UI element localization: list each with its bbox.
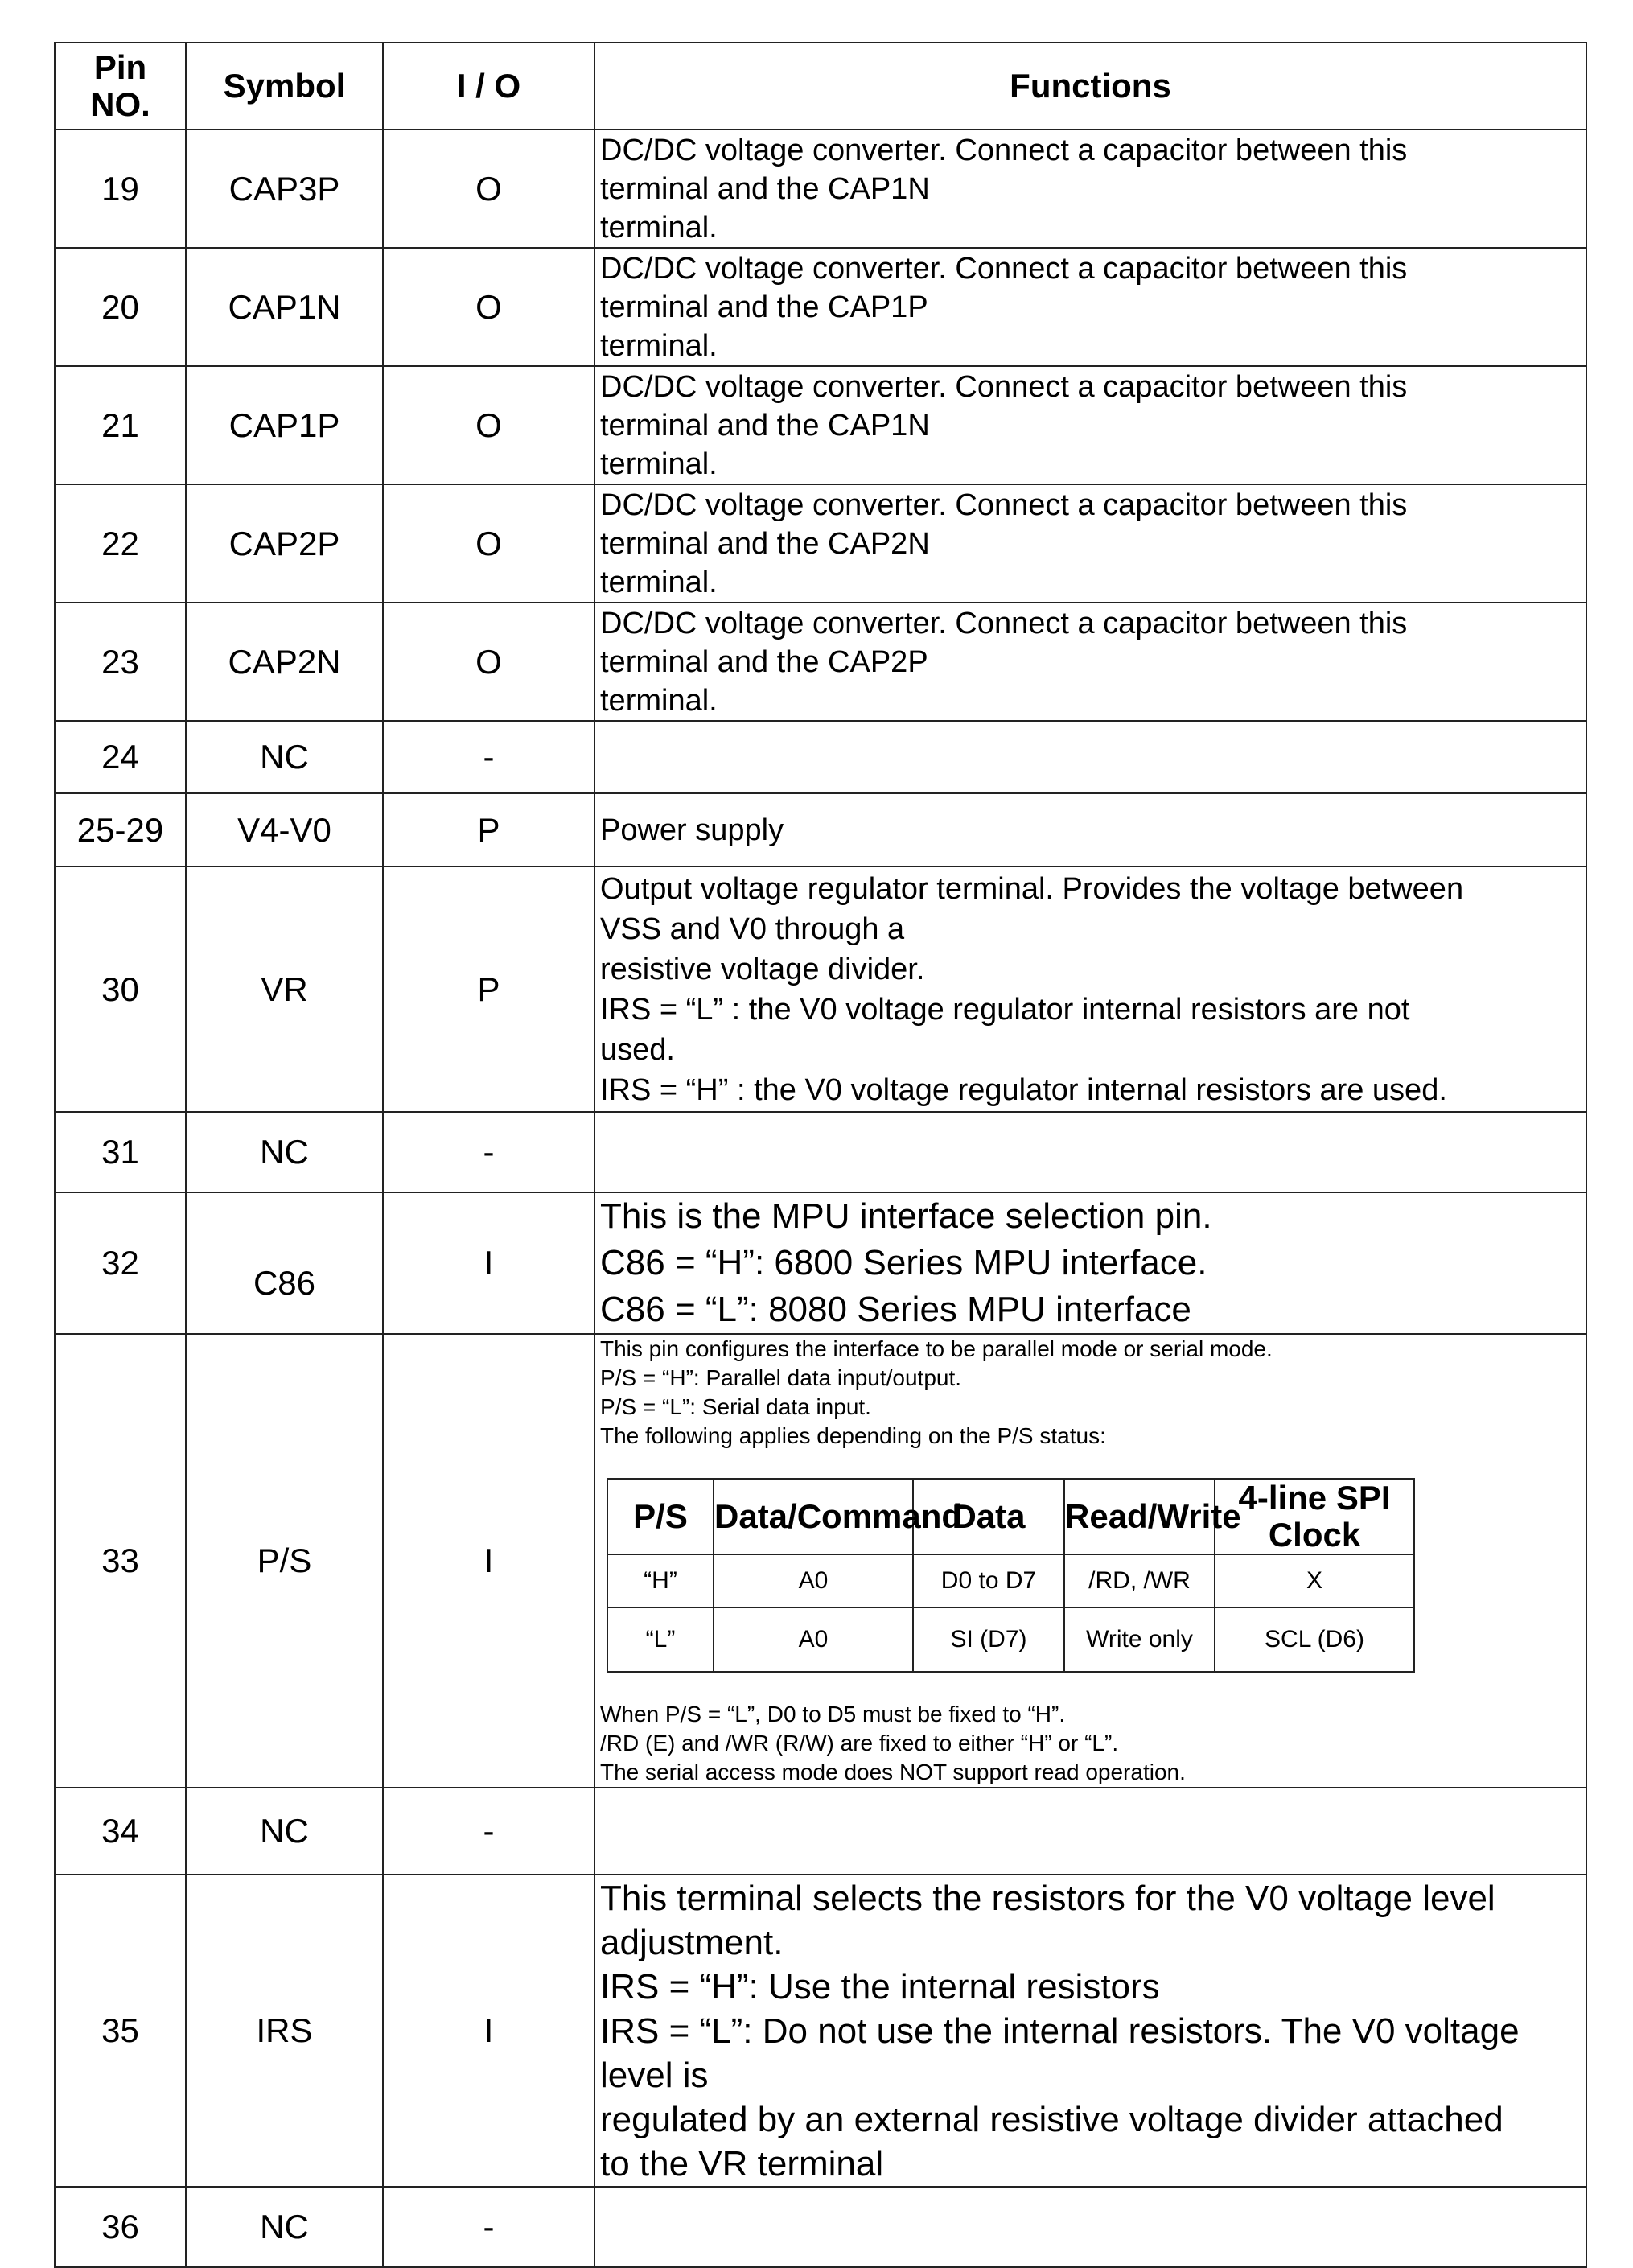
function-line: Output voltage regulator terminal. Provides the voltage between xyxy=(600,871,1464,906)
table-row xyxy=(55,866,1586,1112)
pin-symbol: CAP2P xyxy=(186,484,383,603)
ps-cell: SCL (D6) xyxy=(1215,1607,1414,1672)
function-line: This terminal selects the resistors for the V0 voltage level xyxy=(600,1878,1495,1918)
pin-number: 24 xyxy=(55,721,186,793)
pin-function xyxy=(594,248,1586,366)
pin-function xyxy=(594,366,1586,484)
ps-table-row xyxy=(607,1554,1414,1607)
function-line: DC/DC voltage converter. Connect a capacitor between this xyxy=(600,251,1408,286)
table-row xyxy=(55,1875,1586,2187)
ps-header-cell: Data xyxy=(913,1479,1064,1554)
function-line: level is xyxy=(600,2055,709,2095)
pin-io: - xyxy=(383,2187,594,2267)
pin-function xyxy=(594,866,1586,1112)
function-line: P/S = “H”: Parallel data input/output. xyxy=(600,1365,962,1390)
function-line: terminal and the CAP1P xyxy=(600,290,928,324)
table-row xyxy=(55,1334,1586,1788)
function-line: used. xyxy=(600,1032,675,1067)
function-line: terminal. xyxy=(600,565,718,599)
pin-function xyxy=(594,721,1586,793)
pin-io: - xyxy=(383,721,594,793)
pin-number: 33 xyxy=(55,1334,186,1788)
pin-number: 32 xyxy=(55,1192,186,1334)
pin-function xyxy=(594,793,1586,866)
function-line: Power supply xyxy=(600,813,784,847)
function-line: DC/DC voltage converter. Connect a capacitor between this xyxy=(600,606,1408,640)
pin-symbol: CAP1P xyxy=(186,366,383,484)
function-line: This is the MPU interface selection pin. xyxy=(600,1196,1212,1236)
pin-io: P xyxy=(383,866,594,1112)
table-row xyxy=(55,793,1586,866)
ps-cell: A0 xyxy=(714,1554,913,1607)
pin-number: 36 xyxy=(55,2187,186,2267)
pin-function xyxy=(594,1875,1586,2187)
ps-cell: SI (D7) xyxy=(913,1607,1064,1672)
pin-io: - xyxy=(383,1112,594,1192)
pin-symbol: CAP3P xyxy=(186,130,383,248)
ps-header-cell: P/S xyxy=(607,1479,714,1554)
pin-io: O xyxy=(383,366,594,484)
header-symbol: Symbol xyxy=(186,43,383,130)
function-line: DC/DC voltage converter. Connect a capacitor between this xyxy=(600,133,1408,167)
header-row xyxy=(55,43,1586,130)
ps-table-row xyxy=(607,1607,1414,1672)
ps-cell: A0 xyxy=(714,1607,913,1672)
pin-io: O xyxy=(383,130,594,248)
function-line: P/S = “L”: Serial data input. xyxy=(600,1394,871,1419)
pin-symbol: C86 xyxy=(186,1192,383,1334)
function-line: terminal. xyxy=(600,210,718,245)
pin-function xyxy=(594,2187,1586,2267)
function-line: This pin configures the interface to be parallel mode or serial mode. xyxy=(600,1336,1273,1361)
note-line: The serial access mode does NOT support read operation. xyxy=(600,1760,1186,1784)
function-line: VSS and V0 through a xyxy=(600,912,905,946)
ps-cell: Write only xyxy=(1064,1607,1215,1672)
function-line: regulated by an external resistive voltage divider attached xyxy=(600,2099,1503,2139)
pin-symbol: V4-V0 xyxy=(186,793,383,866)
table-row xyxy=(55,248,1586,366)
header-io: I / O xyxy=(383,43,594,130)
note-line: /RD (E) and /WR (R/W) are fixed to either “H” or “L”. xyxy=(600,1731,1119,1756)
pin-function xyxy=(594,1192,1586,1334)
pin-number: 30 xyxy=(55,866,186,1112)
table-row xyxy=(55,2187,1586,2267)
function-line: IRS = “L”: Do not use the internal resistors. The V0 voltage xyxy=(600,2011,1520,2051)
note-line: When P/S = “L”, D0 to D5 must be fixed to “H”. xyxy=(600,1702,1066,1727)
function-line: terminal and the CAP2P xyxy=(600,644,928,679)
ps-cell: X xyxy=(1215,1554,1414,1607)
pin-io: O xyxy=(383,603,594,721)
pin-number: 21 xyxy=(55,366,186,484)
pin-number: 31 xyxy=(55,1112,186,1192)
table-row xyxy=(55,603,1586,721)
table-row xyxy=(55,1192,1586,1334)
function-line: DC/DC voltage converter. Connect a capacitor between this xyxy=(600,369,1408,404)
function-line: terminal. xyxy=(600,447,718,481)
header-functions: Functions xyxy=(594,43,1586,130)
function-line: terminal. xyxy=(600,683,718,718)
function-line: C86 = “L”: 8080 Series MPU interface xyxy=(600,1290,1191,1329)
ps-table-header xyxy=(607,1479,1414,1554)
table-row xyxy=(55,1112,1586,1192)
pin-io: O xyxy=(383,248,594,366)
pin-io: O xyxy=(383,484,594,603)
function-line: to the VR terminal xyxy=(600,2143,884,2184)
pin-number: 34 xyxy=(55,1788,186,1875)
pin-io: P xyxy=(383,793,594,866)
function-line: IRS = “L” : the V0 voltage regulator internal resistors are not xyxy=(600,992,1410,1027)
function-line: terminal and the CAP2N xyxy=(600,526,930,561)
pin-symbol: NC xyxy=(186,1788,383,1875)
ps-cell: D0 to D7 xyxy=(913,1554,1064,1607)
pin-symbol: P/S xyxy=(186,1334,383,1788)
function-line: IRS = “H” : the V0 voltage regulator internal resistors are used. xyxy=(600,1072,1447,1107)
function-line: adjustment. xyxy=(600,1922,784,1962)
table-row xyxy=(55,721,1586,793)
pin-symbol: NC xyxy=(186,1112,383,1192)
function-line: DC/DC voltage converter. Connect a capacitor between this xyxy=(600,488,1408,522)
ps-cell: “L” xyxy=(607,1607,714,1672)
pin-function xyxy=(594,130,1586,248)
ps-header-cell: 4-line SPI Clock xyxy=(1215,1479,1414,1554)
pin-io: I xyxy=(383,1334,594,1788)
pin-io: I xyxy=(383,1192,594,1334)
ps-header-cell: Data/Command xyxy=(714,1479,913,1554)
function-line: terminal and the CAP1N xyxy=(600,408,930,442)
pin-symbol: CAP2N xyxy=(186,603,383,721)
pin-number: 35 xyxy=(55,1875,186,2187)
pin-function xyxy=(594,484,1586,603)
table-row xyxy=(55,366,1586,484)
pin-io: I xyxy=(383,1875,594,2187)
pin-number: 22 xyxy=(55,484,186,603)
pin-function xyxy=(594,1112,1586,1192)
pin-symbol: VR xyxy=(186,866,383,1112)
function-line: terminal. xyxy=(600,328,718,363)
ps-cell: “H” xyxy=(607,1554,714,1607)
table-row xyxy=(55,130,1586,248)
table-row xyxy=(55,484,1586,603)
pin-symbol: NC xyxy=(186,721,383,793)
function-line: resistive voltage divider. xyxy=(600,952,925,986)
ps-cell: /RD, /WR xyxy=(1064,1554,1215,1607)
pin-symbol: NC xyxy=(186,2187,383,2267)
pin-function xyxy=(594,1788,1586,1875)
function-line: C86 = “H”: 6800 Series MPU interface. xyxy=(600,1243,1207,1282)
pin-function xyxy=(594,603,1586,721)
pin-number: 23 xyxy=(55,603,186,721)
pin-number: 20 xyxy=(55,248,186,366)
table-row xyxy=(55,1788,1586,1875)
pin-symbol: IRS xyxy=(186,1875,383,2187)
pin-number: 25-29 xyxy=(55,793,186,866)
pin-symbol: CAP1N xyxy=(186,248,383,366)
function-line: The following applies depending on the P/S status: xyxy=(600,1423,1106,1448)
pin-function xyxy=(594,1334,1586,1788)
pin-number: 19 xyxy=(55,130,186,248)
ps-header-cell: Read/Write xyxy=(1064,1479,1215,1554)
header-pin-no: Pin NO. xyxy=(55,43,186,130)
ps-mode-table xyxy=(607,1478,1415,1673)
function-line: terminal and the CAP1N xyxy=(600,171,930,206)
function-line: IRS = “H”: Use the internal resistors xyxy=(600,1966,1160,2007)
pin-io: - xyxy=(383,1788,594,1875)
pin-table xyxy=(54,42,1587,2268)
